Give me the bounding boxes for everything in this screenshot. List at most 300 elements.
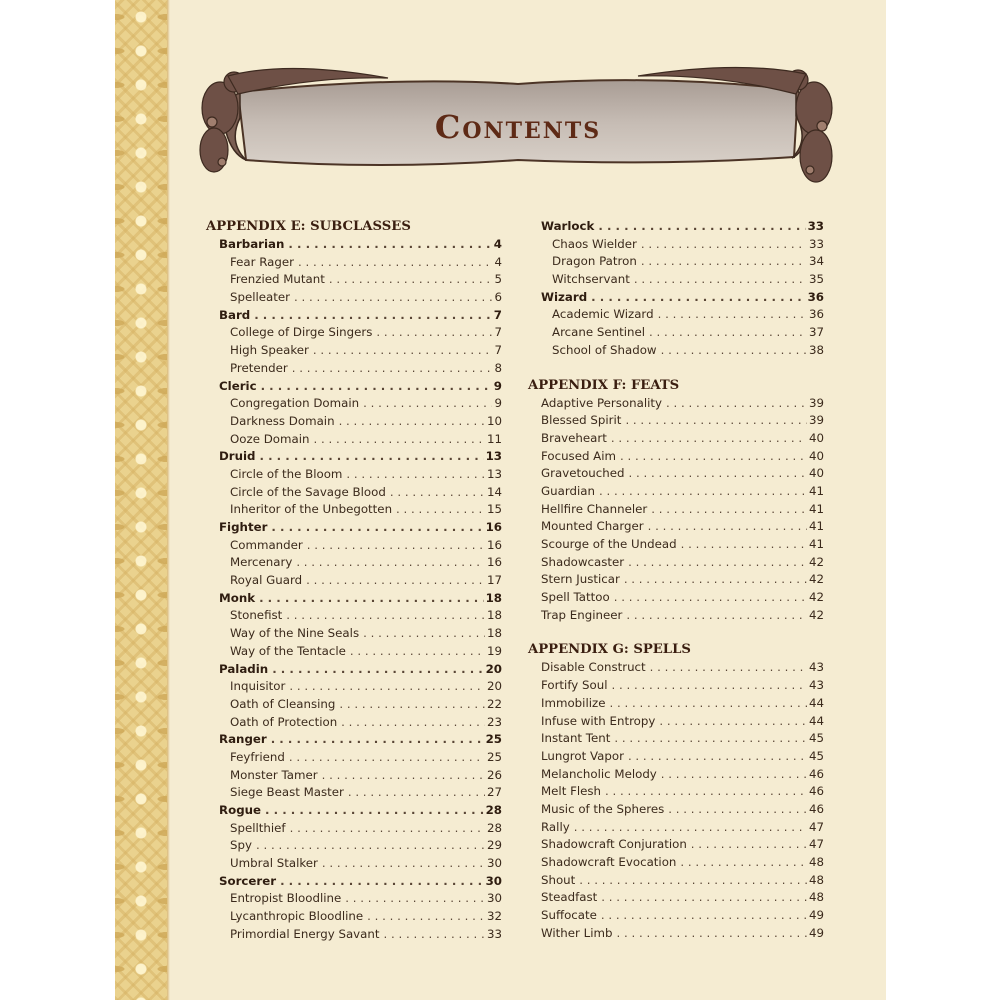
page-number: 47 — [808, 837, 824, 852]
dot-leader — [363, 625, 485, 643]
entry-title: Spelleater — [230, 290, 291, 305]
spell-entry[interactable] — [528, 907, 824, 925]
entry-title: Gravetouched — [541, 466, 625, 481]
dot-leader — [649, 324, 807, 342]
dot-leader — [307, 537, 485, 555]
entry-title: Instant Tent — [541, 731, 611, 746]
page-number: 40 — [808, 430, 824, 445]
entry-title: Sorcerer — [219, 873, 277, 888]
page-number: 41 — [808, 537, 824, 551]
spell-entry[interactable] — [528, 677, 824, 695]
entry-title: College of Dirge Singers — [230, 325, 373, 340]
entry-title: Witchservant — [552, 272, 630, 287]
entry-title: Cleric — [219, 378, 257, 393]
spell-entry[interactable] — [528, 854, 824, 872]
page-number: 18 — [485, 590, 502, 605]
subclass-entry[interactable] — [206, 749, 502, 767]
dot-leader — [288, 236, 491, 254]
dot-leader — [329, 271, 493, 289]
dot-leader — [629, 465, 807, 483]
page-number: 11 — [486, 431, 502, 446]
dot-leader — [322, 855, 485, 873]
dot-leader — [259, 590, 483, 608]
page-number: 22 — [486, 696, 502, 711]
feat-entry[interactable] — [528, 465, 824, 483]
entry-title: Melancholic Melody — [541, 766, 657, 781]
entry-title: Dragon Patron — [552, 254, 637, 269]
page-number: 42 — [808, 554, 824, 569]
page-number: 42 — [808, 607, 824, 622]
dot-leader — [661, 342, 807, 360]
entry-title: Barbarian — [219, 237, 285, 251]
feat-entry[interactable] — [528, 395, 824, 413]
entry-title: Shadowcraft Evocation — [541, 855, 677, 869]
dot-leader — [658, 306, 807, 324]
class-entry[interactable] — [206, 448, 502, 466]
dot-leader — [346, 466, 485, 484]
spell-entry[interactable] — [528, 748, 824, 766]
page-number: 35 — [808, 272, 824, 287]
dot-leader — [272, 661, 483, 679]
subclass-entry[interactable] — [206, 360, 502, 378]
page-number: 16 — [486, 537, 502, 552]
dot-leader — [574, 819, 807, 837]
dot-leader — [341, 714, 485, 732]
dot-leader — [348, 784, 485, 802]
dot-leader — [691, 836, 807, 854]
page-number: 6 — [494, 290, 502, 305]
entry-title: Ooze Domain — [230, 431, 310, 446]
subclass-entry[interactable] — [206, 837, 502, 855]
page-number: 7 — [493, 307, 502, 322]
dot-leader — [350, 643, 485, 661]
dot-leader — [626, 607, 807, 625]
page-number: 46 — [808, 784, 824, 799]
entry-title: School of Shadow — [552, 342, 657, 357]
page-number: 30 — [485, 873, 502, 888]
subclass-entry[interactable] — [206, 254, 502, 272]
dot-leader — [628, 748, 807, 766]
page-number: 19 — [486, 643, 502, 658]
ornamental-border — [115, 0, 167, 1000]
page-number: 41 — [808, 483, 824, 498]
subclass-entry[interactable] — [206, 926, 502, 944]
dot-leader — [290, 820, 485, 838]
dot-leader — [294, 289, 492, 307]
dot-leader — [339, 413, 485, 431]
appendix-e-heading: APPENDIX E: SUBCLASSES — [206, 219, 411, 234]
entry-title: Oath of Protection — [230, 714, 338, 729]
class-entry[interactable] — [206, 307, 502, 325]
subclass-entry[interactable] — [206, 271, 502, 289]
dot-leader — [363, 395, 492, 413]
page-number: 13 — [486, 466, 502, 481]
entry-title: Inheritor of the Unbegotten — [230, 502, 393, 517]
dot-leader — [620, 448, 807, 466]
entry-title: Wither Limb — [541, 925, 613, 940]
entry-title: Stonefist — [230, 608, 283, 623]
dot-leader — [289, 749, 485, 767]
subclass-entry[interactable] — [528, 306, 824, 324]
subclass-entry[interactable] — [206, 501, 502, 519]
page-number: 27 — [486, 785, 502, 800]
entry-title: Mounted Charger — [541, 519, 644, 534]
dot-leader — [651, 501, 807, 519]
subclass-entry[interactable] — [206, 484, 502, 502]
page-number: 46 — [808, 766, 824, 781]
entry-title: Shout — [541, 872, 576, 887]
page-number: 14 — [486, 484, 502, 499]
entry-title: Steadfast — [541, 890, 598, 905]
page-number: 30 — [486, 856, 502, 871]
entry-title: Spell Tattoo — [541, 590, 610, 605]
entry-title: Monk — [219, 590, 256, 605]
dot-leader — [306, 572, 485, 590]
subclass-entry[interactable] — [528, 253, 824, 271]
spell-entry[interactable] — [528, 889, 824, 907]
entry-title: Fear Rager — [230, 254, 294, 269]
feat-entry[interactable] — [528, 607, 824, 625]
feat-entry[interactable] — [528, 536, 824, 554]
page-number: 37 — [808, 325, 824, 340]
subclass-entry[interactable] — [206, 784, 502, 802]
class-entry[interactable] — [206, 236, 502, 254]
entry-title: Darkness Domain — [230, 413, 335, 428]
entry-title: Circle of the Savage Blood — [230, 484, 386, 499]
entry-title: Entropist Bloodline — [230, 891, 342, 906]
dot-leader — [591, 289, 805, 307]
page-number: 33 — [486, 926, 502, 941]
entry-title: Way of the Tentacle — [230, 643, 346, 658]
dot-leader — [614, 589, 807, 607]
dot-leader — [611, 677, 807, 695]
subclass-entry[interactable] — [206, 395, 502, 413]
dot-leader — [668, 801, 807, 819]
feat-entry[interactable] — [528, 448, 824, 466]
entry-title: Guardian — [541, 483, 595, 498]
entry-title: Infuse with Entropy — [541, 713, 656, 728]
subclass-entry[interactable] — [206, 625, 502, 643]
subclass-entry[interactable] — [206, 537, 502, 555]
page-number: 16 — [485, 520, 502, 534]
dot-leader — [641, 253, 807, 271]
dot-leader — [289, 678, 485, 696]
entry-title: Rally — [541, 819, 570, 834]
page-number: 40 — [808, 448, 824, 463]
entry-title: Stern Justicar — [541, 572, 620, 587]
subclass-entry[interactable] — [206, 696, 502, 714]
page-number: 49 — [808, 925, 824, 940]
page-number: 44 — [808, 695, 824, 710]
page-number: 47 — [808, 819, 824, 834]
entry-title: Bard — [219, 307, 251, 322]
spell-entry[interactable] — [528, 713, 824, 731]
page-number: 13 — [485, 449, 502, 464]
entry-title: Hellfire Channeler — [541, 501, 648, 516]
entry-title: Circle of the Bloom — [230, 466, 343, 481]
page-number: 7 — [494, 325, 502, 340]
feat-entry[interactable] — [528, 412, 824, 430]
page-number: 4 — [493, 237, 502, 251]
subclass-entry[interactable] — [206, 554, 502, 572]
subclass-entry[interactable] — [206, 714, 502, 732]
page-number: 16 — [486, 555, 502, 570]
entry-title: Druid — [219, 449, 256, 464]
entry-title: Suffocate — [541, 908, 597, 923]
feat-entry[interactable] — [528, 518, 824, 536]
subclass-entry[interactable] — [206, 678, 502, 696]
toc-column-left — [206, 218, 502, 944]
dot-leader — [616, 925, 807, 943]
dot-leader — [666, 395, 807, 413]
dot-leader — [390, 484, 485, 502]
dot-leader — [681, 536, 807, 554]
spell-entry[interactable] — [528, 659, 824, 677]
dot-leader — [286, 607, 485, 625]
entry-title: Wizard — [541, 289, 588, 304]
dot-leader — [345, 890, 485, 908]
dot-leader — [628, 554, 807, 572]
feat-entry[interactable] — [528, 483, 824, 501]
entry-title: Monster Tamer — [230, 767, 318, 782]
page-number: 36 — [808, 307, 824, 322]
subclass-entry[interactable] — [528, 342, 824, 360]
entry-title: Inquisitor — [230, 679, 286, 694]
dot-leader — [680, 854, 807, 872]
page-number: 46 — [808, 801, 824, 816]
dot-leader — [384, 926, 485, 944]
page-title: Contents — [434, 108, 602, 146]
entry-title: Way of the Nine Seals — [230, 626, 360, 641]
page-number: 9 — [494, 396, 502, 411]
page-number: 29 — [486, 838, 502, 853]
subclass-entry[interactable] — [206, 643, 502, 661]
dot-leader — [598, 218, 805, 236]
page-number: 48 — [808, 872, 824, 887]
subclass-entry[interactable] — [206, 890, 502, 908]
subclass-entry[interactable] — [206, 767, 502, 785]
spell-entry[interactable] — [528, 730, 824, 748]
appendix-g-heading: APPENDIX G: SPELLS — [528, 642, 691, 658]
dot-leader — [609, 695, 807, 713]
dot-leader — [611, 430, 807, 448]
spell-entry[interactable] — [528, 766, 824, 784]
dot-leader — [265, 802, 484, 820]
page-number: 18 — [486, 608, 502, 623]
subclass-entry[interactable] — [206, 908, 502, 926]
class-entry[interactable] — [206, 873, 502, 891]
entry-title: High Speaker — [230, 343, 309, 358]
class-entry[interactable] — [206, 378, 502, 396]
entry-title: Primordial Energy Savant — [230, 926, 380, 941]
entry-title: Paladin — [219, 661, 269, 676]
entry-title: Melt Flesh — [541, 784, 602, 799]
dot-leader — [339, 696, 485, 714]
page-number: 49 — [808, 908, 824, 923]
entry-title: Ranger — [219, 732, 267, 747]
entry-title: Mercenary — [230, 555, 293, 570]
page-number: 41 — [808, 501, 824, 516]
dot-leader — [271, 731, 484, 749]
class-entry[interactable] — [206, 519, 502, 537]
subclass-entry[interactable] — [206, 413, 502, 431]
spell-entry[interactable] — [528, 801, 824, 819]
page-number: 25 — [486, 749, 502, 764]
entry-title: Warlock — [541, 219, 595, 233]
page-number: 8 — [494, 360, 502, 375]
dot-leader — [599, 483, 807, 501]
entry-title: Blessed Spirit — [541, 413, 622, 428]
entry-title: Fighter — [219, 520, 268, 534]
entry-title: Disable Construct — [541, 660, 646, 675]
page-number: 40 — [808, 466, 824, 481]
page-number: 42 — [808, 572, 824, 587]
entry-title: Feyfriend — [230, 749, 285, 764]
dot-leader — [271, 519, 483, 537]
feat-entry[interactable] — [528, 430, 824, 448]
page-number: 45 — [808, 748, 824, 763]
dot-leader — [292, 360, 493, 378]
subclass-entry[interactable] — [528, 324, 824, 342]
page-number: 20 — [486, 679, 502, 694]
dot-leader — [648, 518, 807, 536]
class-entry[interactable] — [528, 218, 824, 236]
page-number: 48 — [808, 855, 824, 869]
subclass-entry[interactable] — [206, 342, 502, 360]
subclass-entry[interactable] — [206, 289, 502, 307]
page-number: 34 — [808, 254, 824, 269]
page-number: 39 — [808, 395, 824, 410]
page-number: 17 — [486, 573, 502, 588]
dot-leader — [298, 254, 492, 272]
dot-leader — [601, 889, 807, 907]
spell-entry[interactable] — [528, 872, 824, 890]
page-number: 36 — [807, 289, 824, 304]
entry-title: Pretender — [230, 360, 288, 375]
page-number: 33 — [808, 236, 824, 251]
entry-title: Lycanthropic Bloodline — [230, 909, 364, 924]
page-number: 25 — [485, 732, 502, 747]
entry-title: Immobilize — [541, 695, 606, 710]
page-number: 28 — [486, 820, 502, 835]
section-gap — [528, 360, 824, 377]
subclass-entry[interactable] — [206, 855, 502, 873]
dot-leader — [313, 342, 493, 360]
dot-leader — [625, 412, 807, 430]
entry-title: Lungrot Vapor — [541, 748, 624, 763]
page-number: 23 — [486, 714, 502, 729]
class-entry[interactable] — [206, 590, 502, 608]
subclass-entry[interactable] — [206, 607, 502, 625]
subclass-entry[interactable] — [528, 271, 824, 289]
entry-title: Chaos Wielder — [552, 236, 637, 251]
subclass-entry[interactable] — [206, 324, 502, 342]
class-entry[interactable] — [206, 802, 502, 820]
entry-title: Trap Engineer — [541, 607, 623, 622]
class-entry[interactable] — [206, 731, 502, 749]
dot-leader — [614, 730, 807, 748]
spell-entry[interactable] — [528, 695, 824, 713]
entry-title: Arcane Sentinel — [552, 325, 645, 340]
dot-leader — [261, 378, 492, 396]
dot-leader — [650, 659, 807, 677]
entry-title: Siege Beast Master — [230, 785, 344, 800]
subclass-entry[interactable] — [206, 431, 502, 449]
class-entry[interactable] — [528, 289, 824, 307]
page-number: 39 — [808, 413, 824, 428]
spell-entry[interactable] — [528, 925, 824, 943]
page-number: 7 — [494, 343, 502, 358]
dot-leader — [376, 324, 492, 342]
dot-leader — [313, 431, 485, 449]
entry-title: Focused Aim — [541, 448, 617, 463]
dot-leader — [322, 767, 485, 785]
dot-leader — [634, 271, 807, 289]
page-number: 32 — [486, 909, 502, 924]
entry-title: Braveheart — [541, 430, 607, 445]
dot-leader — [624, 571, 807, 589]
page-number: 43 — [808, 678, 824, 693]
subclass-entry[interactable] — [206, 572, 502, 590]
dot-leader — [260, 448, 484, 466]
page-number: 42 — [808, 590, 824, 605]
page-number: 20 — [485, 661, 502, 676]
dot-leader — [256, 837, 485, 855]
entry-title: Scourge of the Undead — [541, 537, 677, 551]
page-number: 18 — [486, 626, 502, 641]
page-number: 15 — [486, 502, 502, 517]
dot-leader — [367, 908, 485, 926]
dot-leader — [280, 873, 484, 891]
subclass-entry[interactable] — [206, 466, 502, 484]
entry-title: Congregation Domain — [230, 396, 360, 411]
page-number: 43 — [808, 660, 824, 675]
dot-leader — [296, 554, 485, 572]
feat-entry[interactable] — [528, 554, 824, 572]
spell-entry[interactable] — [528, 836, 824, 854]
entry-title: Frenzied Mutant — [230, 272, 325, 287]
entry-title: Shadowcraft Conjuration — [541, 837, 687, 852]
entry-title: Adaptive Personality — [541, 395, 662, 410]
page-number: 33 — [807, 219, 824, 233]
dot-leader — [396, 501, 485, 519]
page-number: 9 — [493, 378, 502, 393]
dot-leader — [579, 872, 807, 890]
page-number: 38 — [808, 342, 824, 357]
border-edge — [167, 0, 170, 1000]
page-number: 4 — [494, 254, 502, 269]
feat-entry[interactable] — [528, 589, 824, 607]
class-entry[interactable] — [206, 661, 502, 679]
entry-title: Spellthief — [230, 820, 286, 835]
dot-leader — [661, 766, 807, 784]
page-number: 30 — [486, 891, 502, 906]
entry-title: Royal Guard — [230, 573, 303, 588]
entry-title: Academic Wizard — [552, 307, 654, 322]
spell-entry[interactable] — [528, 783, 824, 801]
entry-title: Music of the Spheres — [541, 801, 665, 816]
dot-leader — [605, 783, 807, 801]
entry-title: Fortify Soul — [541, 678, 608, 693]
page-number: 28 — [485, 803, 502, 817]
subclass-entry[interactable] — [206, 820, 502, 838]
toc-column-right — [528, 218, 824, 942]
dot-leader — [641, 236, 807, 254]
feat-entry[interactable] — [528, 571, 824, 589]
spell-entry[interactable] — [528, 819, 824, 837]
feat-entry[interactable] — [528, 501, 824, 519]
subclass-entry[interactable] — [528, 236, 824, 254]
